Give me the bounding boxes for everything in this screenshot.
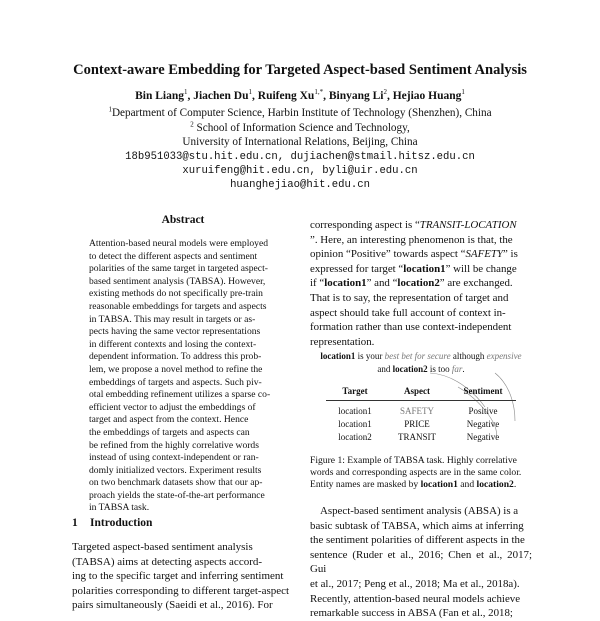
section-number: 1 [72, 517, 78, 529]
abstract-line: polarities of the same target in targeted aspect- [89, 263, 268, 275]
column-header: Target [342, 386, 368, 396]
author-mark: 2 [383, 88, 387, 97]
table-rule [326, 400, 516, 401]
text-line: ”. Here, an interesting phenomenon is that, the [310, 233, 513, 246]
text-line: representation. [310, 335, 375, 348]
author: Hejiao Huang [392, 90, 462, 102]
table-row [326, 404, 516, 417]
figure-table [326, 383, 516, 443]
cell-aspect: PRICE [404, 418, 430, 429]
cell-aspect: TRANSIT [398, 431, 436, 442]
text-line: formation rather than use context-independent [310, 321, 512, 334]
table-row [326, 417, 516, 430]
author-mark: 1 [461, 88, 465, 97]
text-line: Aspect-based sentiment analysis (ABSA) is a [320, 505, 519, 517]
text-line: remarkable success in ABSA (Fan et al., 2018; [310, 607, 513, 620]
abstract-line: existing methods do not specifically pre-train [89, 288, 263, 300]
column-header: Aspect [404, 386, 430, 396]
section-title: Introduction [90, 517, 153, 529]
intro-line: pairs simultaneously (Saeidi et al., 2016). For [72, 599, 273, 612]
author: Binyang Li [328, 90, 384, 102]
email-line: 18b951033@stu.hit.edu.cn, dujiachen@stmail.hitsz.edu.cn [125, 151, 475, 163]
figure-caption: Figure 1: Example of TABSA task. Highly correlative words and corresponding aspects are in the same color. Entity names are masked by location1 and location2. [310, 455, 522, 490]
abstract-line: in TABSA task. [89, 502, 150, 514]
abstract-line: otal embedding refinement utilizes a sparse co- [89, 389, 271, 401]
abstract-body [89, 238, 279, 515]
abstract-line: proach yields the state-of-the-art performance [89, 489, 265, 501]
email-line: xuruifeng@hit.edu.cn, byli@uir.edu.cn [182, 165, 418, 177]
intro-body [72, 540, 294, 613]
cell-target: location1 [338, 405, 372, 416]
cell-sentiment: Negative [466, 418, 500, 429]
table-header [326, 383, 516, 399]
affiliation-2-line1 [0, 121, 600, 135]
right-top-paragraph [310, 218, 532, 349]
author-sep: , [323, 90, 329, 102]
affiliation-2-line2: University of International Relations, Beijing, China [182, 136, 418, 148]
author: Jiachen Du [193, 90, 249, 102]
text-line: if “location1” and “location2” are exchanged. [310, 277, 513, 290]
abstract-line: based sentiment analysis (TABSA). However, [89, 275, 266, 287]
aff-mark: 2 [190, 120, 194, 129]
text-line: Recently, attention-based neural models achieve [310, 592, 521, 605]
abstract-line: be refined from the highly correlative words [89, 439, 259, 451]
abstract-line: instead of using context-independent or ran- [89, 452, 259, 464]
cell-target: location2 [338, 431, 372, 442]
abstract-line: dependent information. To address this prob- [89, 351, 262, 363]
author-mark: 1 [248, 88, 253, 97]
abstract-line: to detect the different aspects and sentiment [89, 250, 258, 262]
affiliation-1 [0, 106, 600, 120]
abstract-heading: Abstract [161, 214, 205, 226]
aff-text: School of Information Science and Technology, [196, 122, 410, 134]
author-sep: , [252, 90, 258, 102]
text-line: aspect should take full account of context in- [310, 306, 506, 319]
intro-line: Targeted aspect-based sentiment analysis [72, 541, 253, 553]
right-bottom-paragraph [310, 504, 532, 621]
cell-target: location1 [338, 418, 372, 429]
author-mark: 1,* [314, 88, 324, 97]
abstract-line: lem, we propose a novel method to refine the [89, 363, 263, 375]
author-sep: , [187, 90, 194, 102]
abstract-line: reasonable embeddings for targets and aspects [89, 300, 267, 312]
figure-sentence-line: location1 is your best bet for secure although expensive [320, 351, 522, 361]
aff-text: Department of Computer Science, Harbin Institute of Technology (Shenzhen), China [111, 107, 492, 119]
section-heading [72, 517, 152, 529]
text-line: et al., 2017; Peng et al., 2018; Ma et al., 2018a). [310, 577, 520, 590]
text-line: opinion “Positive” towards aspect “SAFETY” is [310, 248, 518, 261]
text-line: the sentiment polarities of different aspects in the [310, 534, 525, 547]
abstract-line: efficient vector to adjust the embeddings of [89, 401, 256, 413]
author: Ruifeng Xu [257, 90, 315, 102]
aff-mark: 1 [108, 105, 112, 114]
abstract-line: embeddings of targets and aspects. Such piv- [89, 376, 262, 388]
abstract-line: in TABSA. This may result in targets or as- [89, 313, 256, 325]
table-row [326, 430, 516, 443]
text-line: That is to say, the representation of target and [310, 291, 509, 304]
column-header: Sentiment [463, 386, 503, 396]
abstract-line: Attention-based neural models were employed [89, 238, 269, 249]
text-line: basic subtask of TABSA, which aims at inferring [310, 519, 524, 532]
abstract-line: target and aspect from the context. Hence [89, 414, 249, 426]
intro-line: polarities corresponding to different target-aspect [72, 584, 290, 597]
author: Bin Liang [135, 90, 184, 102]
email-line: huanghejiao@hit.edu.cn [230, 179, 370, 191]
text-line: corresponding aspect is “TRANSIT-LOCATION [310, 219, 517, 231]
cell-sentiment: Positive [468, 405, 498, 416]
abstract-line: domly initialized vectors. Experiment results [89, 464, 262, 476]
figure-sentence-line: and location2 is too far. [377, 364, 465, 374]
author-sep: , [386, 90, 393, 102]
abstract-line: in different contexts and losing the context- [89, 338, 257, 350]
author-mark: 1 [183, 88, 188, 97]
abstract-line: pects having the same vector representations [89, 326, 261, 338]
paper-title: Context-aware Embedding for Targeted Aspect-based Sentiment Analysis [73, 62, 527, 78]
author-list [0, 90, 600, 102]
cell-sentiment: Negative [466, 431, 500, 442]
cell-aspect: SAFETY [399, 405, 434, 416]
text-line: sentence (Ruder et al., 2016; Chen et al., 2017; Gui [310, 548, 532, 576]
abstract-line: the embeddings of targets and aspects can [89, 426, 250, 438]
text-line: expressed for target “location1” will be change [310, 262, 517, 275]
intro-line: (TABSA) aims at detecting aspects accord- [72, 555, 263, 568]
intro-line: ing to the specific target and inferring sentiment [72, 570, 284, 583]
abstract-line: on two benchmark datasets show that our ap- [89, 477, 263, 489]
